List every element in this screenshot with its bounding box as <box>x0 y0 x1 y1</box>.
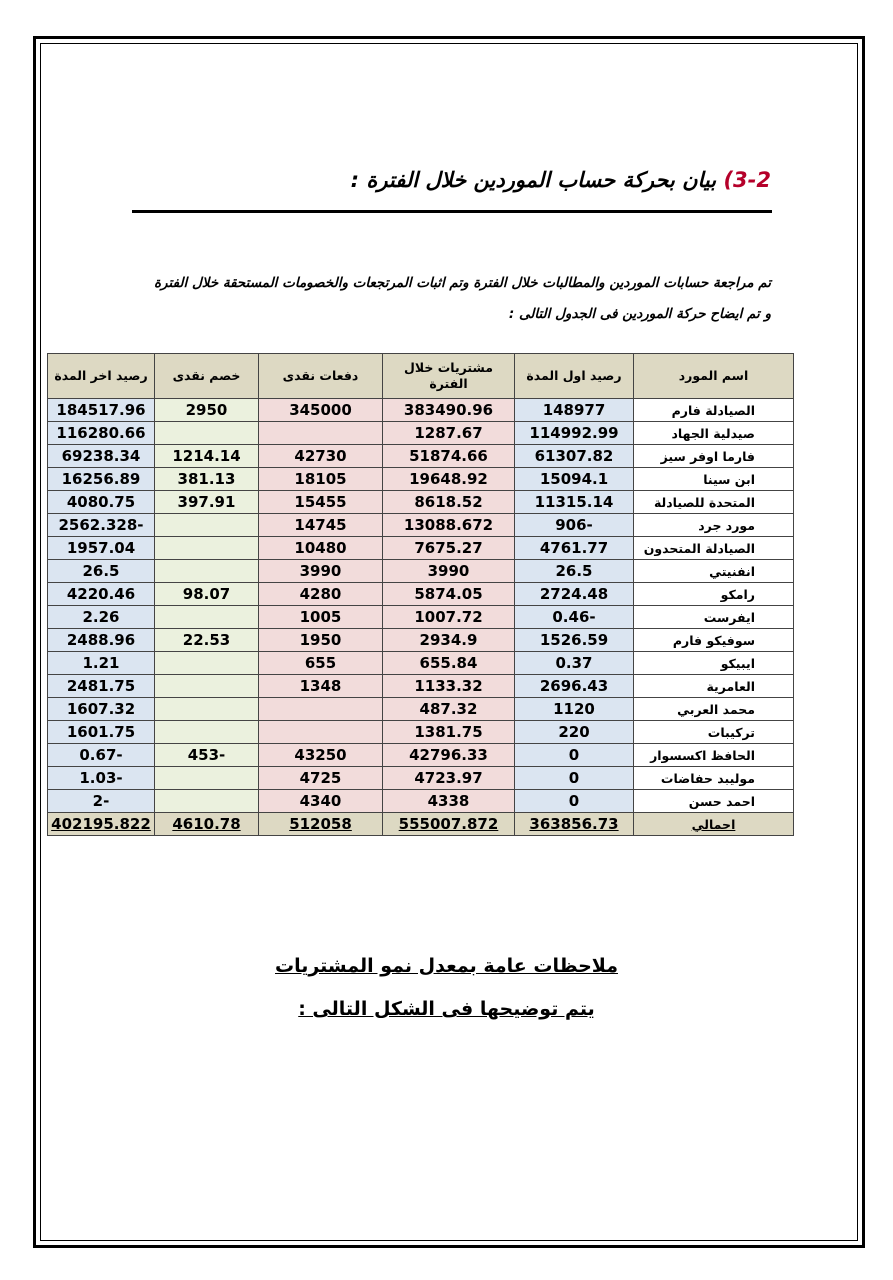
total-payments: 512058 <box>259 813 383 836</box>
opening-balance-cell: 4761.77 <box>515 537 634 560</box>
purchases-cell: 5874.05 <box>383 583 515 606</box>
cash-discount-cell <box>155 514 259 537</box>
opening-balance-cell: 0 <box>515 744 634 767</box>
purchases-cell: 1007.72 <box>383 606 515 629</box>
table-row <box>48 698 794 721</box>
cash-payments-cell: 10480 <box>259 537 383 560</box>
opening-balance-cell: 61307.82 <box>515 445 634 468</box>
total-closing: 402195.822 <box>48 813 155 836</box>
table-header-row <box>48 354 794 399</box>
table-row <box>48 583 794 606</box>
cash-discount-cell <box>155 537 259 560</box>
cash-discount-cell <box>155 606 259 629</box>
cash-payments-cell: 3990 <box>259 560 383 583</box>
table-row <box>48 422 794 445</box>
notes-subheading: يتم توضيحها فى الشكل التالى : <box>298 998 595 1020</box>
opening-balance-cell: 15094.1 <box>515 468 634 491</box>
table-row <box>48 468 794 491</box>
supplier-name-cell: رامكو <box>634 583 794 606</box>
supplier-name-cell: احمد حسن <box>634 790 794 813</box>
cash-discount-cell: 1214.14 <box>155 445 259 468</box>
table-row <box>48 560 794 583</box>
closing-balance-cell: 116280.66 <box>48 422 155 445</box>
closing-balance-cell: 26.5 <box>48 560 155 583</box>
purchases-cell: 2934.9 <box>383 629 515 652</box>
table-row <box>48 491 794 514</box>
cash-payments-cell: 43250 <box>259 744 383 767</box>
table-total-row <box>48 813 794 836</box>
cash-discount-cell <box>155 698 259 721</box>
supplier-name-cell: محمد العربي <box>634 698 794 721</box>
cash-payments-cell: 42730 <box>259 445 383 468</box>
table-row <box>48 675 794 698</box>
opening-balance-cell: 114992.99 <box>515 422 634 445</box>
table-row <box>48 537 794 560</box>
closing-balance-cell: 1957.04 <box>48 537 155 560</box>
opening-balance-cell: 2696.43 <box>515 675 634 698</box>
purchases-cell: 19648.92 <box>383 468 515 491</box>
closing-balance-cell: 2.26 <box>48 606 155 629</box>
purchases-cell: 4723.97 <box>383 767 515 790</box>
cash-payments-cell: 4340 <box>259 790 383 813</box>
total-label: اجمالي <box>634 813 794 836</box>
opening-balance-cell: 1120 <box>515 698 634 721</box>
cash-discount-cell <box>155 422 259 445</box>
header-opening-balance: رصيد اول المدة <box>515 354 634 399</box>
supplier-name-cell: انفنيتي <box>634 560 794 583</box>
header-cash-payments: دفعات نقدى <box>259 354 383 399</box>
purchases-cell: 8618.52 <box>383 491 515 514</box>
heading-underline <box>132 210 772 213</box>
cash-payments-cell: 655 <box>259 652 383 675</box>
cash-discount-cell <box>155 767 259 790</box>
closing-balance-cell: -0.67 <box>48 744 155 767</box>
cash-discount-cell: 397.91 <box>155 491 259 514</box>
purchases-cell: 487.32 <box>383 698 515 721</box>
opening-balance-cell: 2724.48 <box>515 583 634 606</box>
opening-balance-cell: -0.46 <box>515 606 634 629</box>
header-supplier-name: اسم المورد <box>634 354 794 399</box>
table-row <box>48 629 794 652</box>
cash-payments-cell: 18105 <box>259 468 383 491</box>
purchases-cell: 383490.96 <box>383 399 515 422</box>
opening-balance-cell: 0 <box>515 767 634 790</box>
cash-payments-cell: 1348 <box>259 675 383 698</box>
suppliers-table <box>47 353 794 836</box>
cash-payments-cell <box>259 698 383 721</box>
cash-discount-cell: 22.53 <box>155 629 259 652</box>
closing-balance-cell: 2481.75 <box>48 675 155 698</box>
closing-balance-cell: -2562.328 <box>48 514 155 537</box>
table-row <box>48 399 794 422</box>
cash-discount-cell <box>155 675 259 698</box>
cash-payments-cell <box>259 422 383 445</box>
total-purchases: 555007.872 <box>383 813 515 836</box>
cash-payments-cell: 1950 <box>259 629 383 652</box>
table-row <box>48 606 794 629</box>
purchases-cell: 3990 <box>383 560 515 583</box>
opening-balance-cell: 11315.14 <box>515 491 634 514</box>
purchases-cell: 1287.67 <box>383 422 515 445</box>
table-row <box>48 514 794 537</box>
cash-payments-cell: 14745 <box>259 514 383 537</box>
supplier-name-cell: العامرية <box>634 675 794 698</box>
closing-balance-cell: -1.03 <box>48 767 155 790</box>
cash-discount-cell <box>155 721 259 744</box>
section-title: بيان بحركة حساب الموردين خلال الفترة : <box>350 168 717 192</box>
supplier-name-cell: الصيادلة فارم <box>634 399 794 422</box>
opening-balance-cell: 0 <box>515 790 634 813</box>
table-row <box>48 767 794 790</box>
purchases-cell: 1133.32 <box>383 675 515 698</box>
supplier-name-cell: الحافظ اكسسوار <box>634 744 794 767</box>
supplier-name-cell: فارما اوفر سيز <box>634 445 794 468</box>
closing-balance-cell: 1.21 <box>48 652 155 675</box>
supplier-name-cell: المتحدة للصيادلة <box>634 491 794 514</box>
section-number: 3-2) <box>723 168 771 192</box>
cash-discount-cell <box>155 790 259 813</box>
purchases-cell: 7675.27 <box>383 537 515 560</box>
notes-heading: ملاحظات عامة بمعدل نمو المشتريات <box>275 955 618 977</box>
cash-payments-cell: 4280 <box>259 583 383 606</box>
purchases-cell: 4338 <box>383 790 515 813</box>
opening-balance-cell: 220 <box>515 721 634 744</box>
cash-discount-cell: 381.13 <box>155 468 259 491</box>
closing-balance-cell: 2488.96 <box>48 629 155 652</box>
cash-payments-cell <box>259 721 383 744</box>
table-row <box>48 744 794 767</box>
header-closing-balance: رصيد اخر المدة <box>48 354 155 399</box>
opening-balance-cell: 148977 <box>515 399 634 422</box>
table-row <box>48 445 794 468</box>
opening-balance-cell: 26.5 <box>515 560 634 583</box>
closing-balance-cell: 184517.96 <box>48 399 155 422</box>
closing-balance-cell: 4220.46 <box>48 583 155 606</box>
cash-payments-cell: 15455 <box>259 491 383 514</box>
purchases-cell: 13088.672 <box>383 514 515 537</box>
table-row <box>48 652 794 675</box>
closing-balance-cell: 1607.32 <box>48 698 155 721</box>
opening-balance-cell: -906 <box>515 514 634 537</box>
supplier-name-cell: الصيادلة المتحدون <box>634 537 794 560</box>
cash-discount-cell <box>155 560 259 583</box>
closing-balance-cell: 16256.89 <box>48 468 155 491</box>
total-discount: 4610.78 <box>155 813 259 836</box>
purchases-cell: 42796.33 <box>383 744 515 767</box>
supplier-name-cell: مورد جرد <box>634 514 794 537</box>
supplier-name-cell: ايفرست <box>634 606 794 629</box>
closing-balance-cell: 1601.75 <box>48 721 155 744</box>
cash-discount-cell: -453 <box>155 744 259 767</box>
cash-discount-cell: 98.07 <box>155 583 259 606</box>
purchases-cell: 1381.75 <box>383 721 515 744</box>
supplier-name-cell: ايبيكو <box>634 652 794 675</box>
table-row <box>48 721 794 744</box>
header-purchases: مشتريات خلال الفترة <box>383 354 515 399</box>
closing-balance-cell: -2 <box>48 790 155 813</box>
cash-payments-cell: 345000 <box>259 399 383 422</box>
supplier-name-cell: موليبد حفاضات <box>634 767 794 790</box>
opening-balance-cell: 1526.59 <box>515 629 634 652</box>
cash-payments-cell: 4725 <box>259 767 383 790</box>
supplier-name-cell: صيدلية الجهاد <box>634 422 794 445</box>
supplier-name-cell: ابن سينا <box>634 468 794 491</box>
header-cash-discount: خصم نقدى <box>155 354 259 399</box>
closing-balance-cell: 69238.34 <box>48 445 155 468</box>
opening-balance-cell: 0.37 <box>515 652 634 675</box>
total-opening: 363856.73 <box>515 813 634 836</box>
intro-paragraph: تم مراجعة حسابات الموردين والمطالبات خلال الفترة وتم اثبات المرتجعات والخصومات المستحقة خلال الفترة و تم ايضاح حركة الموردين فى الجدول التالى : <box>153 275 771 322</box>
section-heading <box>351 168 771 192</box>
supplier-name-cell: سوفيكو فارم <box>634 629 794 652</box>
closing-balance-cell: 4080.75 <box>48 491 155 514</box>
table-row <box>48 790 794 813</box>
cash-discount-cell <box>155 652 259 675</box>
purchases-cell: 655.84 <box>383 652 515 675</box>
cash-discount-cell: 2950 <box>155 399 259 422</box>
supplier-name-cell: تركيبات <box>634 721 794 744</box>
purchases-cell: 51874.66 <box>383 445 515 468</box>
cash-payments-cell: 1005 <box>259 606 383 629</box>
